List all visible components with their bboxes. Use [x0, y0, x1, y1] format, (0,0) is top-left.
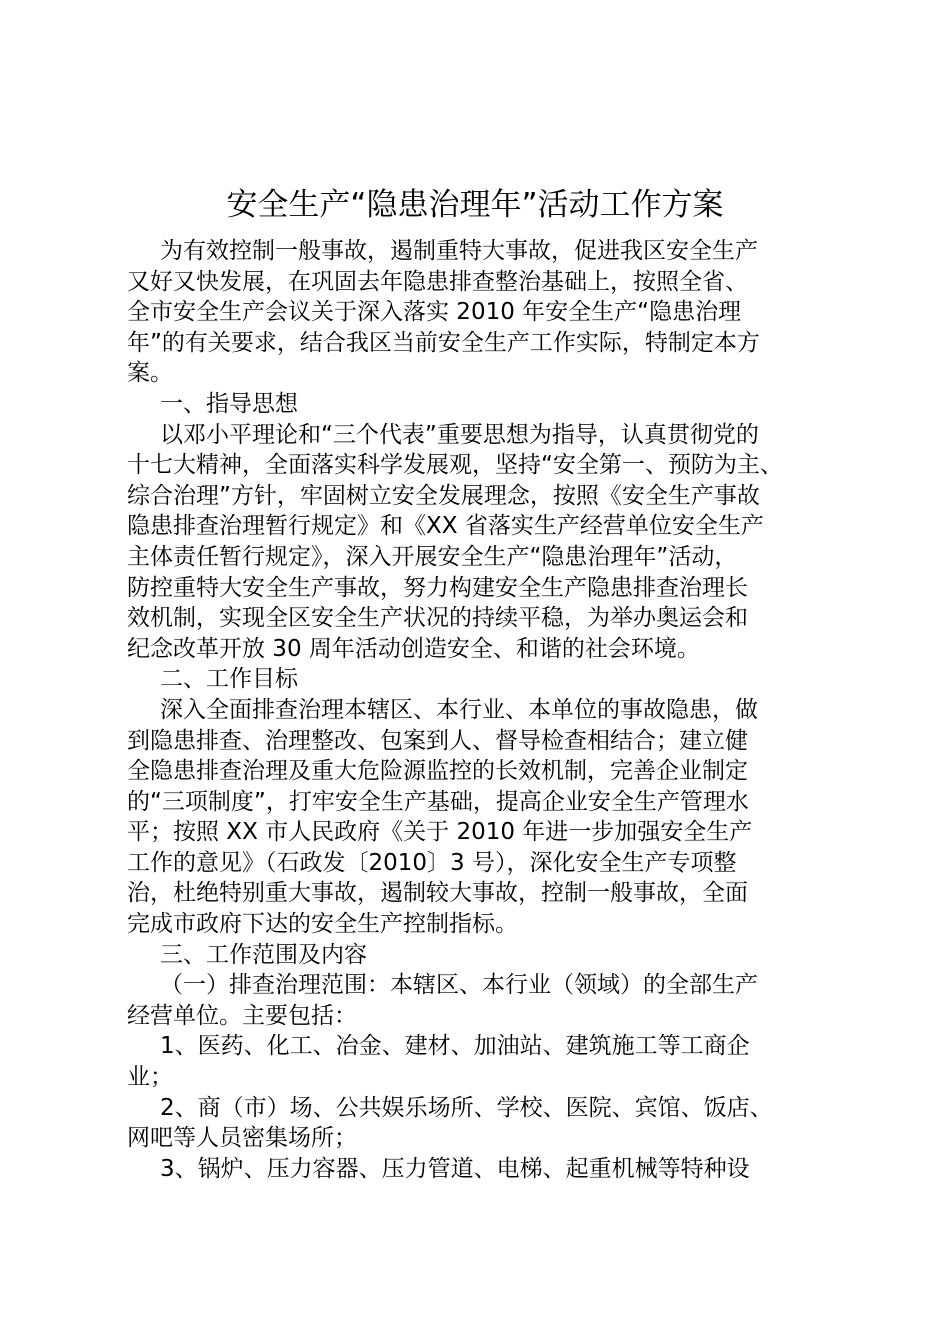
list-item: 1、医药、化工、冶金、建材、加油站、建筑施工等工商企	[160, 1033, 750, 1060]
body-line: 深入全面排查治理本辖区、本行业、本单位的事故隐患，做	[160, 696, 758, 723]
body-line: 完成市政府下达的安全生产控制指标。	[127, 911, 518, 938]
body-line: 全隐患排查治理及重大危险源监控的长效机制，完善企业制定	[127, 758, 748, 785]
body-line: 效机制，实现全区安全生产状况的持续平稳，为举办奥运会和	[127, 605, 748, 632]
body-line: 经营单位。主要包括：	[127, 1002, 357, 1029]
list-item: 2、商（市）场、公共娱乐场所、学校、医院、宾馆、饭店、	[160, 1094, 773, 1121]
body-line: 年”的有关要求，结合我区当前安全生产工作实际，特制定本方	[127, 329, 760, 356]
body-line: 的“三项制度”，打牢安全生产基础，提高企业安全生产管理水	[127, 788, 749, 815]
body-line: 为有效控制一般事故，遏制重特大事故，促进我区安全生产	[160, 238, 758, 264]
document-title: 安全生产“隐患治理年”活动工作方案	[226, 187, 724, 223]
list-item-continuation: 网吧等人员密集场所；	[127, 1125, 357, 1152]
body-line: 纪念改革开放 30 周年活动创造安全、和谐的社会环境。	[127, 635, 700, 662]
body-line: 案。	[127, 360, 173, 387]
body-line: 防控重特大安全生产事故，努力构建安全生产隐患排查治理长	[127, 574, 748, 601]
body-line: 全市安全生产会议关于深入落实 2010 年安全生产“隐患治理	[127, 299, 742, 326]
body-line: 平；按照 XX 市人民政府《关于 2010 年进一步加强安全生产	[127, 819, 753, 846]
body-line: 治，杜绝特别重大事故，遏制较大事故，控制一般事故，全面	[127, 880, 748, 907]
body-line: （一）排查治理范围：本辖区、本行业（领域）的全部生产	[160, 972, 758, 999]
section-heading: 二、工作目标	[160, 666, 298, 693]
section-heading: 一、指导思想	[160, 390, 298, 417]
body-line: 到隐患排查、治理整改、包案到人、督导检查相结合；建立健	[127, 727, 748, 754]
section-heading: 三、工作范围及内容	[160, 941, 367, 968]
body-line: 又好又快发展，在巩固去年隐患排查整治基础上，按照全省、	[127, 268, 748, 295]
document-body	[127, 236, 847, 1184]
body-line: 以邓小平理论和“三个代表”重要思想为指导，认真贯彻党的	[160, 421, 759, 448]
list-item: 3、锅炉、压力容器、压力管道、电梯、起重机械等特种设	[160, 1155, 750, 1182]
body-line: 十七大精神，全面落实科学发展观，坚持“安全第一、预防为主、	[127, 452, 783, 479]
body-line: 主体责任暂行规定》，深入开展安全生产“隐患治理年”活动，	[127, 543, 738, 570]
body-line: 工作的意见》（石政发〔2010〕3 号），深化安全生产专项整	[127, 849, 737, 876]
body-line: 隐患排查治理暂行规定》和《XX 省落实生产经营单位安全生产	[127, 513, 764, 540]
body-line: 综合治理”方针，牢固树立安全发展理念，按照《安全生产事故	[127, 482, 760, 509]
list-item-continuation: 业；	[127, 1064, 173, 1091]
